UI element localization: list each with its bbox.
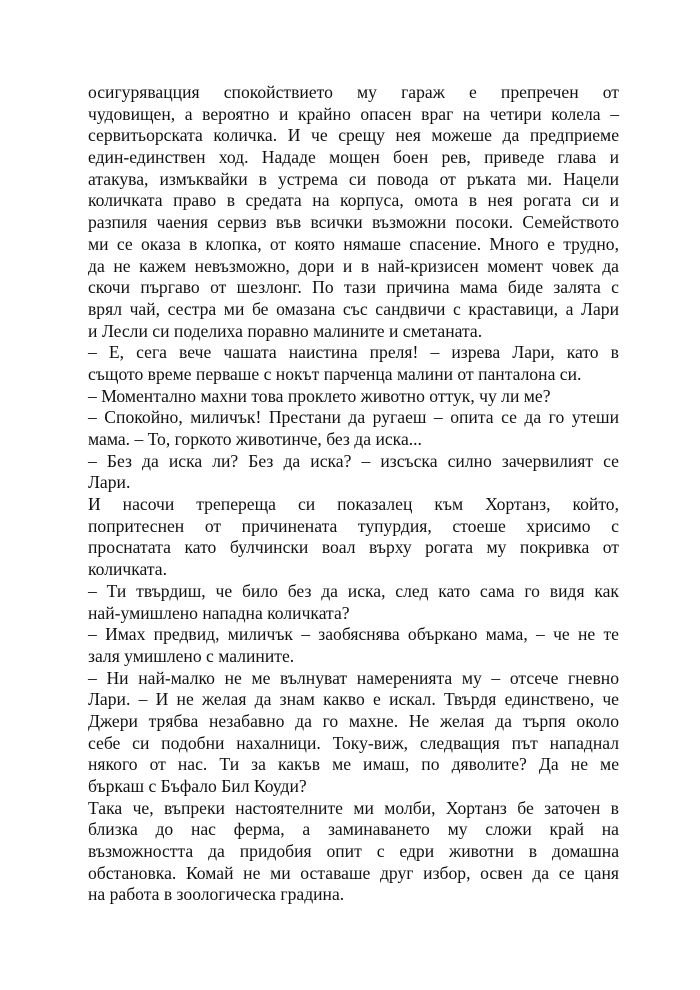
- text-line: чудовищен, а вероятно и крайно опасен враг на четири колела –: [88, 103, 619, 124]
- text-line: себе си подобни нахалници. Току-виж, следващия път нападнал: [88, 732, 619, 753]
- text-line: ми се оказа в клопка, от която нямаше спасение. Много е трудно,: [88, 233, 619, 254]
- text-line: И насочи трепереща си показалец към Хортанз, който,: [88, 494, 619, 515]
- text-line: Лари.: [88, 472, 131, 493]
- text-line: Така че, въпреки настоятелните ми молби, Хортанз бе заточен в: [88, 797, 619, 818]
- text-line: – Спокойно, миличък! Престани да ругаеш – опита се да го утеши: [88, 407, 619, 428]
- text-line: близка до нас ферма, а заминаването му сложи край на: [88, 819, 619, 840]
- text-line: Джери трябва незабавно да го махне. Не желая да търпя около: [88, 710, 619, 731]
- text-line: попритеснен от причинената тупурдия, стоеше хрисимо с: [88, 515, 619, 536]
- text-line: да не кажем невъзможно, дори и в най-кризисен момент човек да: [88, 255, 619, 276]
- text-line: сервитьорската количка. И че срещу нея можеше да предприеме: [88, 125, 619, 146]
- text-line: възможността да придобия опит с едри животни в домашна: [88, 841, 619, 862]
- text-line: същото време перваше с нокът парченца малини от панталона си.: [88, 363, 582, 384]
- text-line: проснатата като булчински воал върху рогата му покривка от: [88, 537, 619, 558]
- text-line: и Лесли си поделиха поравно малините и сметаната.: [88, 320, 483, 341]
- text-line: количката.: [88, 559, 168, 580]
- text-line: разпиля чаения сервиз във всички възможни посоки. Семейството: [88, 212, 619, 233]
- text-line: един-единствен ход. Нададе мощен боен рев, приведе глава и: [88, 147, 619, 168]
- text-line: заля умишлено с малините.: [88, 645, 295, 666]
- text-line: – Моментално махни това проклето животно оттук, чу ли ме?: [88, 385, 551, 406]
- text-line: – Имах предвид, миличък – заобяснява объркано мама, – че не те: [88, 624, 619, 645]
- text-line: на работа в зоологическа градина.: [88, 884, 345, 905]
- text-line: скочи пъргаво от шезлонг. По тази причина мама биде залята с: [88, 277, 619, 298]
- text-line: бъркаш с Бъфало Бил Коуди?: [88, 776, 307, 796]
- text-line: врял чай, сестра ми бе омазана със сандвичи с краставици, а Лари: [88, 298, 619, 319]
- text-line: атакува, измъквайки в устрема си повода от ръката ми. Нацели: [88, 168, 619, 189]
- text-line: Лари. – И не желая да знам какво е искал. Твърдя единствено, че: [88, 689, 619, 710]
- text-line: количката право в средата на корпуса, омота в нея рогата си и: [88, 190, 619, 211]
- text-line: – Ни най-малко не ме вълнуват намеренията му – отсече гневно: [88, 667, 619, 688]
- text-line: – Ти твърдиш, че било без да иска, след като сама го видя как: [88, 580, 619, 601]
- text-line: – Е, сега вече чашата наистина преля! – изрева Лари, като в: [88, 342, 619, 363]
- text-line: някого от нас. Ти за какъв ме имаш, по дяволите? Да не ме: [88, 754, 619, 775]
- text-line: осигурявацция спокойствието му гараж е препречен от: [88, 82, 619, 102]
- text-line: най-умишлено нападна количката?: [88, 602, 350, 623]
- text-line: – Без да иска ли? Без да иска? – изсъска силно зачервилият се: [88, 450, 619, 471]
- body-text: [88, 82, 619, 906]
- text-line: мама. – То, горкото животинче, без да иска...: [88, 429, 422, 449]
- text-line: обстановка. Комай не ми оставаше друг избор, освен да се цаня: [88, 862, 619, 883]
